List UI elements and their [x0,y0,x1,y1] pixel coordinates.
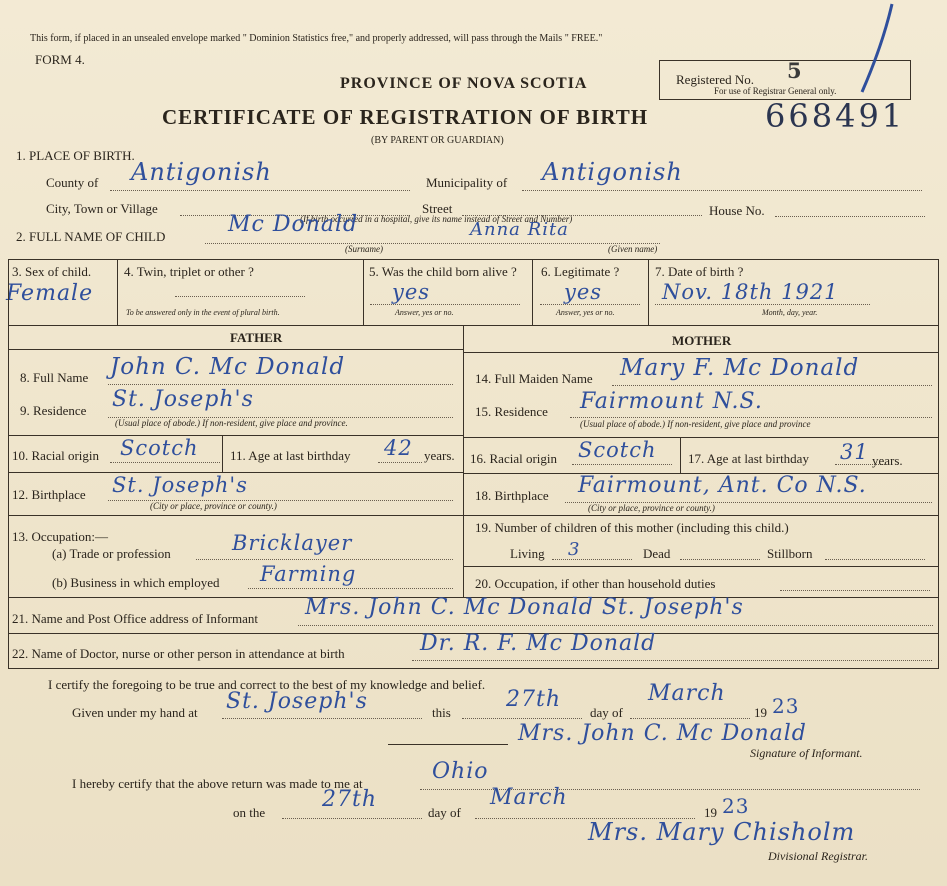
father-heading: FATHER [230,330,283,345]
born-alive-label: 5. Was the child born alive ? [369,264,517,279]
legitimate-value: yes [564,280,603,304]
registrar-place-value: Ohio [432,759,489,784]
certificate-subtitle: (BY PARENT OR GUARDIAN) [371,135,504,146]
mother-name-value: Mary F. Mc Donald [620,355,860,381]
sex-value: Female [6,281,94,306]
mailing-notice: This form, if placed in an unsealed envelope marked " Dominion Statistics free," and properly addressed, will pass through the Mails " FREE." [30,33,603,44]
place-of-birth-label: 1. PLACE OF BIRTH. [16,148,135,163]
born-alive-value: yes [392,280,431,304]
father-name-value: John C. Mc Donald [110,354,346,380]
mother-residence-value: Fairmount N.S. [580,389,763,414]
certificate-number: 668491 [765,97,906,135]
living-label: Living [510,546,545,561]
mother-heading: MOTHER [672,333,732,348]
mother-racial-origin-value: Scotch [578,438,657,462]
dob-label: 7. Date of birth ? [655,264,744,279]
given-name-caption: (Given name) [608,244,658,254]
father-birthplace-label: 12. Birthplace [12,487,86,502]
informant-label: 21. Name and Post Office address of Informant [12,611,258,626]
form-number: FORM 4. [35,52,85,67]
hospital-note: (If birth occurred in a hospital, give its name instead of Street and Number) [300,214,573,224]
father-birthplace-note: (City or place, province or county.) [150,501,277,511]
mother-name-label: 14. Full Maiden Name [475,371,593,386]
mother-occupation-label: 20. Occupation, if other than household duties [475,576,716,591]
father-years-label: years. [424,448,455,463]
mother-age-value: 31 [840,440,869,464]
mother-racial-origin-label: 16. Racial origin [470,451,558,466]
informant-signature-caption: Signature of Informant. [750,746,863,760]
doctor-value: Dr. R. F. Mc Donald [420,631,657,656]
father-age-value: 42 [384,436,413,460]
county-value: Antigonish [131,158,272,186]
father-residence-value: St. Joseph's [112,387,254,412]
sex-label: 3. Sex of child. [12,264,92,279]
city-label: City, Town or Village [46,201,158,216]
municipality-label: Municipality of [426,175,508,190]
registrar-year-value: 23 [722,794,750,818]
business-value: Farming [260,562,357,586]
trade-label: (a) Trade or profession [52,546,171,561]
father-name-label: 8. Full Name [20,370,89,385]
doctor-label: 22. Name of Doctor, nurse or other person in attendance at birth [12,646,345,661]
informant-signature: Mrs. John C. Mc Donald [518,721,807,746]
father-residence-note: (Usual place of abode.) If non-resident, give place and province. [115,418,348,428]
registrar-day-of-label: day of [428,805,461,820]
stillborn-label: Stillborn [767,546,813,561]
informant-value: Mrs. John C. Mc Donald St. Joseph's [305,595,744,620]
registrar-signature: Mrs. Mary Chisholm [588,818,856,846]
mother-birthplace-value: Fairmount, Ant. Co N.S. [578,473,867,498]
on-the-label: on the [233,805,266,820]
father-birthplace-value: St. Joseph's [112,473,248,497]
mother-age-label: 17. Age at last birthday [688,451,809,466]
given-year-prefix: 19 [754,705,767,720]
living-value: 3 [568,539,581,560]
mother-birthplace-note: (City or place, province or county.) [588,503,715,513]
given-month-value: March [648,681,726,706]
dead-label: Dead [643,546,671,561]
legitimate-note: Answer, yes or no. [556,308,615,317]
child-given-name-value: Anna Rita [470,219,569,240]
registrar-day-value: 27th [322,787,378,812]
born-alive-note: Answer, yes or no. [395,308,454,317]
father-age-label: 11. Age at last birthday [230,448,351,463]
father-residence-label: 9. Residence [20,403,87,418]
house-number-label: House No. [709,203,765,218]
business-label: (b) Business in which employed [52,575,220,590]
street-label: Street [422,201,453,216]
registrar-signature-caption: Divisional Registrar. [768,849,869,863]
given-year-value: 23 [772,694,800,718]
county-label: County of [46,175,99,190]
trade-value: Bricklayer [232,531,353,555]
legitimate-label: 6. Legitimate ? [541,264,620,279]
registrar-use-note: For use of Registrar General only. [714,86,837,96]
surname-caption: (Surname) [345,244,383,254]
given-day-of-label: day of [590,705,623,720]
mother-birthplace-label: 18. Birthplace [475,488,549,503]
twin-label: 4. Twin, triplet or other ? [124,264,254,279]
this-label: this [432,705,451,720]
registrar-certification: I hereby certify that the above return was made to me at [72,776,363,791]
province-heading: PROVINCE OF NOVA SCOTIA [340,75,588,92]
mother-years-label: years. [872,453,903,468]
children-count-label: 19. Number of children of this mother (including this child.) [475,520,789,535]
certification-statement: I certify the foregoing to be true and correct to the best of my knowledge and belief. [48,677,486,692]
mother-residence-label: 15. Residence [475,404,548,419]
municipality-value: Antigonish [542,158,683,186]
certificate-title: CERTIFICATE OF REGISTRATION OF BIRTH [162,105,649,129]
child-surname-value: Mc Donald [228,212,359,237]
father-occupation-label: 13. Occupation:— [12,529,109,544]
given-under-hand-label: Given under my hand at [72,705,198,720]
given-day-value: 27th [506,687,562,712]
registered-label: Registered No. [676,72,754,87]
father-racial-origin-value: Scotch [120,436,199,460]
mother-residence-note: (Usual place of abode.) If non-resident, give place and province [580,419,811,429]
given-place-value: St. Joseph's [226,689,368,714]
twin-note: To be answered only in the event of plural birth. [126,308,280,317]
registrar-year-prefix: 19 [704,805,717,820]
dob-value: Nov. 18th 1921 [662,280,839,304]
registrar-month-value: March [490,785,568,810]
registered-value: 5 [787,58,803,83]
ink-stroke-mark [840,0,900,100]
child-name-label: 2. FULL NAME OF CHILD [16,229,166,244]
dob-note: Month, day, year. [762,308,818,317]
father-racial-origin-label: 10. Racial origin [12,448,100,463]
